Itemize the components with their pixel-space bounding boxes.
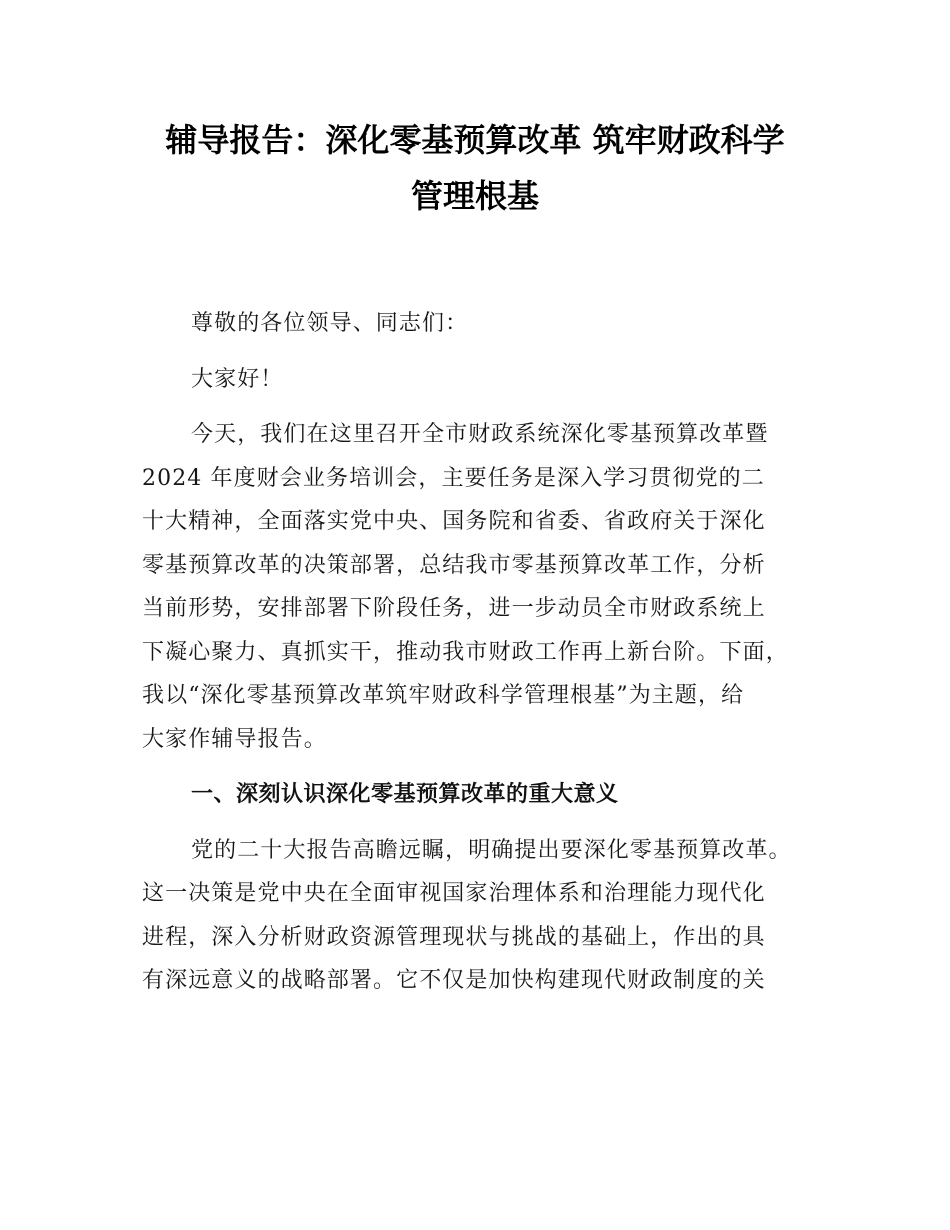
greeting [142,358,832,402]
text-line: 这一决策是党中央在全面审视国家治理体系和治理能力现代化 [142,881,766,906]
text-line: 当前形势，安排部署下阶段任务，进一步动员全市财政系统上 [142,596,766,621]
section-paragraph [142,829,832,1003]
document-title [130,112,820,224]
text-line: 尊敬的各位领导、同志们： [191,311,469,336]
text-line: 党的二十大报告高瞻远瞩，明确提出要深化零基预算改革。 [191,837,792,863]
text-line: 我以“深化零基预算改革筑牢财政科学管理根基”为主题，给 [142,683,745,708]
title-line-2: 管理根基 [410,177,539,215]
text-line: 零基预算改革的决策部署，总结我市零基预算改革工作，分析 [142,552,766,578]
title-line-1: 辅导报告：深化零基预算改革 筑牢财政科学 [165,121,785,159]
intro-paragraph [142,413,832,761]
text-line: 大家作辅导报告。 [142,726,327,752]
text-line: 进程，深入分析财政资源管理现状与挑战的基础上，作出的具 [142,924,766,950]
section-heading: 一、深刻认识深化零基预算改革的重大意义 [191,782,619,807]
salutation [142,302,832,346]
text-line: 下凝心聚力、真抓实干，推动我市财政工作再上新台阶。下面， [142,639,789,665]
document-body [142,302,832,1003]
text-line: 十大精神，全面落实党中央、国务院和省委、省政府关于深化 [142,509,766,534]
text-line: 大家好！ [191,366,284,392]
text-line: 有深远意义的战略部署。它不仅是加快构建现代财政制度的关 [142,968,766,993]
text-line: 今天，我们在这里召开全市财政系统深化零基预算改革暨 [191,422,769,447]
text-line: 2024 年度财会业务培训会，主要任务是深入学习贯彻党的二 [142,465,765,491]
